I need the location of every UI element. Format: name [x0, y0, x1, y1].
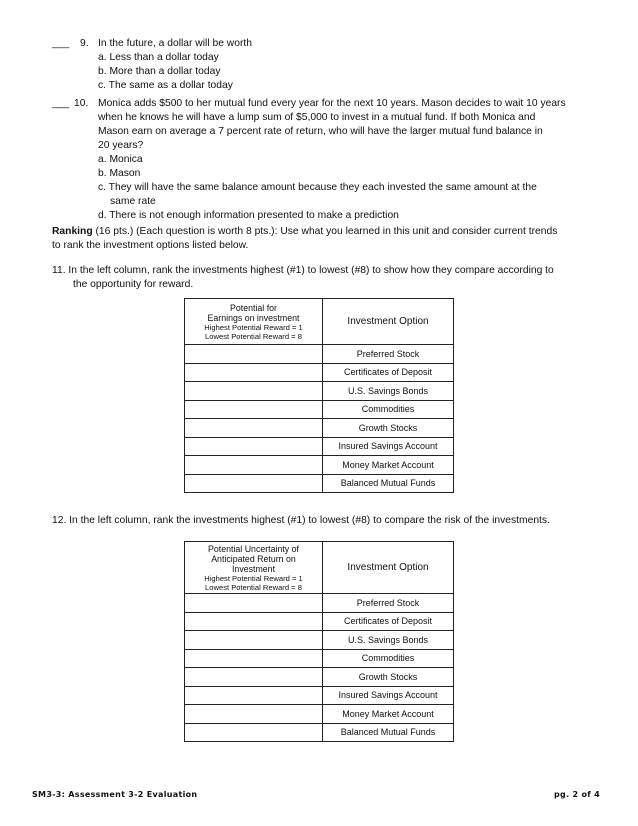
option-d: d. There is not enough information presented to make a prediction — [98, 210, 399, 221]
rank-input-cell[interactable] — [185, 649, 323, 668]
table-row — [185, 363, 454, 382]
table-row — [185, 705, 454, 724]
question-text-cont: 20 years? — [98, 140, 144, 151]
table-row — [185, 612, 454, 631]
rank-input-cell[interactable] — [185, 631, 323, 650]
rank-input-cell[interactable] — [185, 612, 323, 631]
investment-option: Commodities — [323, 400, 454, 419]
investment-option: Growth Stocks — [323, 419, 454, 438]
rank-input-cell[interactable] — [185, 668, 323, 687]
question-text-cont: the opportunity for reward. — [73, 279, 194, 290]
question-text: Monica adds $500 to her mutual fund every year for the next 10 years. Mason decides to wait 10 years — [98, 98, 566, 109]
ranking-text: (16 pts.) (Each question is worth 8 pts.): Use what you learned in this unit and consider current trends — [92, 226, 558, 237]
rank-input-cell[interactable] — [185, 363, 323, 382]
question-text: 11. In the left column, rank the investments highest (#1) to lowest (#8) to show how they compare according to — [52, 265, 554, 276]
investment-option: Certificates of Deposit — [323, 612, 454, 631]
table-row — [185, 668, 454, 687]
question-9 — [52, 37, 592, 93]
question-text-cont: when he knows he will have a lump sum of $5,000 to invest in a mutual fund. If both Monica and — [98, 112, 536, 123]
table-row — [185, 649, 454, 668]
table-row — [185, 456, 454, 475]
ranking-instructions — [52, 225, 592, 253]
investment-option: Preferred Stock — [323, 594, 454, 613]
question-10 — [52, 97, 592, 223]
investment-option: Growth Stocks — [323, 668, 454, 687]
table-row — [185, 594, 454, 613]
rank-input-cell[interactable] — [185, 474, 323, 493]
table-row — [185, 437, 454, 456]
investment-option: Balanced Mutual Funds — [323, 474, 454, 493]
table-row — [185, 345, 454, 364]
rank-input-cell[interactable] — [185, 594, 323, 613]
ranking-label: Ranking — [52, 226, 93, 237]
table-row — [185, 400, 454, 419]
investment-option-header: Investment Option — [323, 542, 454, 594]
option-c-cont: same rate — [110, 196, 156, 207]
question-number: 9. — [80, 38, 89, 49]
question-12 — [52, 514, 592, 528]
page-footer — [32, 788, 600, 802]
question-number: 10. — [74, 98, 89, 109]
option-b: b. More than a dollar today — [98, 66, 221, 77]
question-text: 12. In the left column, rank the investments highest (#1) to lowest (#8) to compare the risk of the investments. — [52, 515, 550, 526]
answer-blank[interactable]: ___ — [52, 98, 70, 109]
footer-title: SM3-3: Assessment 3-2 Evaluation — [32, 790, 198, 799]
question-text: In the future, a dollar will be worth — [98, 38, 252, 49]
question-text-cont: Mason earn on average a 7 percent rate of return, who will have the larger mutual fund balance in — [98, 126, 543, 137]
rank-input-cell[interactable] — [185, 456, 323, 475]
investment-option: Certificates of Deposit — [323, 363, 454, 382]
rank-input-cell[interactable] — [185, 686, 323, 705]
table-row — [185, 474, 454, 493]
table-row — [185, 723, 454, 742]
rank-input-cell[interactable] — [185, 437, 323, 456]
investment-option: U.S. Savings Bonds — [323, 631, 454, 650]
left-column-header: Potential Uncertainty of Anticipated Return on Investment Highest Potential Reward = 1 Lowest Potential Reward = 8 — [185, 542, 323, 594]
investment-option: Insured Savings Account — [323, 437, 454, 456]
rank-input-cell[interactable] — [185, 345, 323, 364]
risk-ranking-table — [184, 541, 454, 742]
reward-ranking-table — [184, 298, 454, 493]
option-b: b. Mason — [98, 168, 141, 179]
page-number: pg. 2 of 4 — [554, 790, 600, 799]
rank-input-cell[interactable] — [185, 382, 323, 401]
investment-option: Money Market Account — [323, 456, 454, 475]
table-row — [185, 686, 454, 705]
option-a: a. Monica — [98, 154, 143, 165]
left-column-header: Potential for Earnings on investment Highest Potential Reward = 1 Lowest Potential Reward = 8 — [185, 299, 323, 345]
investment-option: Balanced Mutual Funds — [323, 723, 454, 742]
option-a: a. Less than a dollar today — [98, 52, 219, 63]
investment-option-header: Investment Option — [323, 299, 454, 345]
rank-input-cell[interactable] — [185, 400, 323, 419]
investment-option: Commodities — [323, 649, 454, 668]
rank-input-cell[interactable] — [185, 723, 323, 742]
investment-option: Money Market Account — [323, 705, 454, 724]
table-row — [185, 419, 454, 438]
investment-option: Preferred Stock — [323, 345, 454, 364]
table-row — [185, 382, 454, 401]
table-row — [185, 631, 454, 650]
option-c: c. They will have the same balance amount because they each invested the same amount at the — [98, 182, 537, 193]
rank-input-cell[interactable] — [185, 705, 323, 724]
investment-option: Insured Savings Account — [323, 686, 454, 705]
ranking-text-cont: to rank the investment options listed below. — [52, 240, 249, 251]
question-11 — [52, 264, 592, 292]
option-c: c. The same as a dollar today — [98, 80, 233, 91]
answer-blank[interactable]: ___ — [52, 38, 70, 49]
investment-option: U.S. Savings Bonds — [323, 382, 454, 401]
rank-input-cell[interactable] — [185, 419, 323, 438]
